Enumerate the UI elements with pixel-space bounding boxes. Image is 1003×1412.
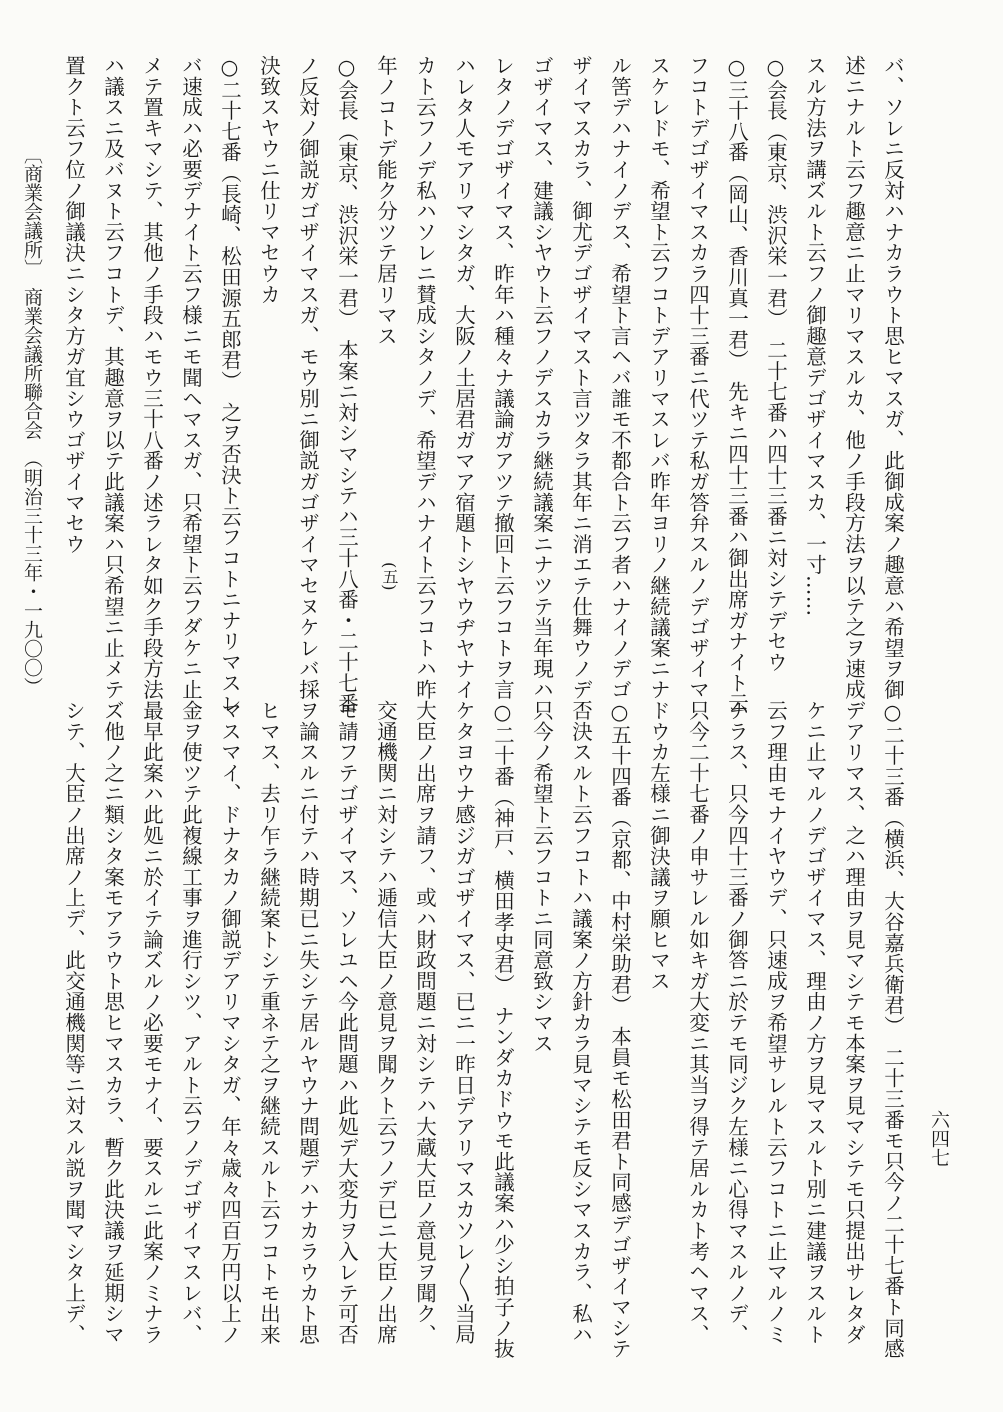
text-column: ズ他ノ之ニ類シタ案モアラウト思ヒマスカラ、暫ク此決議ヲ延期シマ <box>100 700 125 1345</box>
text-column: ○三十八番（岡山、香川真一君） 先キニ四十三番ハ御出席ガナイト云 <box>724 55 749 714</box>
text-column: バ速成ハ必要デナイト云フ様ニモ聞ヘマスガ、只希望ト云フダケニ止 <box>178 55 203 700</box>
running-footer: 〔商業会議所〕 商業会議所聯合会 （明治三十三年・一九〇〇） <box>21 145 43 696</box>
text-column: 交通機関ニ対シテハ逓信大臣ノ意見ヲ聞クト云フノデ已ニ大臣ノ出席 <box>373 700 398 1345</box>
text-column: ハ議スニ及バヌト云フコトデ、其趣意ヲ以テ此議案ハ只希望ニ止メテ <box>100 55 125 700</box>
text-column: シテ、大臣ノ出席ノ上デ、此交通機関等ニ対スル説ヲ聞マシタ上デ、 <box>61 700 86 1345</box>
text-column: 述ニナルト云フ趣意ニ止マリマスルカ、他ノ手段方法ヲ以テ之ヲ速成 <box>841 55 866 700</box>
text-column: レタノデゴザイマス、昨年ハ種々ナ議論ガアツテ撤回ト云フコトヲ言 <box>490 55 515 700</box>
text-column: ○二十三番（横浜、大谷嘉兵衛君） 二十三番モ只今ノ二十七番ト同感 <box>880 700 905 1359</box>
text-column: スル方法ヲ講ズルト云フノ御趣意デゴザイマスカ、一寸…… <box>802 55 827 617</box>
text-column: 年ノコトデ能ク分ツテ居リマス <box>373 55 398 347</box>
text-column: スケレドモ、希望ト云フコトデアリマスレバ昨年ヨリノ継続議案ニナ <box>646 55 671 700</box>
text-column: ノ反対ノ御説ガゴザイマスガ、モウ別ニ御説ガゴザイマセヌケレバ採 <box>295 55 320 700</box>
text-column: ○二十番（神戸、横田孝史君） ナンダカドウモ此議案ハ少シ拍子ノ抜 <box>490 700 515 1359</box>
text-column: ○二十七番（長崎、松田源五郎君） 之ヲ否決ト云フコトニナリマスレ <box>217 55 242 714</box>
text-column: ザイマスカラ、御尤デゴザイマスト言ツタラ其年ニ消エテ仕舞ウノデ <box>568 55 593 700</box>
text-column: ナラス、只今四十三番ノ御答ニ於テモ同ジク左様ニ心得マスルノデ、 <box>724 700 749 1345</box>
text-column: カト云フノデ私ハソレニ賛成シタノデ、希望デハナイト云フコトハ昨 <box>412 55 437 700</box>
text-column: 只今二十七番ノ申サレル如キガ大変ニ其当ヲ得テ居ルカト考ヘマス、 <box>685 700 710 1345</box>
text-column: 金ヲ使ツテ此複線工事ヲ進行シツ、アルト云フノデゴザイマスレバ、 <box>178 700 203 1345</box>
text-column: デアリマス、之ハ理由ヲ見マシテモ本案ヲ見マシテモ只提出サレタダ <box>841 700 866 1345</box>
text-column: 只今ノ希望ト云フコトニ同意致シマス <box>529 700 554 1054</box>
text-column: ル筈デハナイノデス、希望ト言ヘバ誰モ不都合ト云フ者ハナイノデゴ <box>607 55 632 700</box>
text-column: メテ置キマシテ、其他ノ手段ハモウ三十八番ノ述ラレタ如ク手段方法 <box>139 55 164 700</box>
text-column: 大臣ノ出席ヲ請フ、或ハ財政問題ニ対シテハ大蔵大臣ノ意見ヲ聞ク、 <box>412 700 437 1345</box>
text-column: モ請フテゴザイマス、ソレユヘ今此問題ハ此処デ大変力ヲ入レテ可否 <box>334 700 359 1345</box>
text-column: 否決スルト云フコトハ議案ノ方針カラ見マシテモ反シマスカラ、私ハ <box>568 700 593 1345</box>
section-marker: (五) <box>380 562 399 591</box>
text-column: ○会長（東京、渋沢栄一君） 二十七番ハ四十三番ニ対シテデセウ <box>763 55 788 673</box>
text-column: ヲ論スルニ付テハ時期已ニ失シテ居ルヤウナ問題デハナカラウカト思 <box>295 700 320 1345</box>
text-column: ○会長（東京、渋沢栄一君） 本案ニ対シマシテハ三十八番・二十七番 <box>334 55 359 714</box>
text-column: 最早此案ハ此処ニ於イテ論ズルノ必要モナイ、要スルニ此案ノミナラ <box>139 700 164 1345</box>
text-column: 云フ理由モナイヤウデ、只速成ヲ希望サレルト云フコトニ止マルノミ <box>763 700 788 1345</box>
text-column: ハレタ人モアリマシタガ、大阪ノ土居君ガマア宿題トシヤウヂヤナイ <box>451 55 476 700</box>
text-column: ゴザイマス、建議シヤウト云フノデスカラ継続議案ニナツテ当年現ハ <box>529 55 554 700</box>
text-column: ケニ止マルノデゴザイマス、理由ノ方ヲ見マスルト別ニ建議ヲスルト <box>802 700 827 1345</box>
text-column: ヒマス、去リ乍ラ継続案トシテ重ネテ之ヲ継続スルト云フコトモ出来 <box>256 700 281 1345</box>
text-column: マスマイ、ドナタカノ御説デアリマシタガ、年々歳々四百万円以上ノ <box>217 700 242 1345</box>
text-column: 決致スヤウニ仕リマセウカ <box>256 55 281 305</box>
text-column: フコトデゴザイマスカラ四十三番ニ代ツテ私ガ答弁スルノデゴザイマ <box>685 55 710 700</box>
text-column: ○五十四番（京都、中村栄助君） 本員モ松田君ト同感デゴザイマシテ <box>607 700 632 1359</box>
text-column: ケタヨウナ感ジガゴザイマス、已ニ一昨日デアリマスカソレ〳〵当局 <box>451 700 476 1345</box>
text-column: 置クト云フ位ノ御議決ニシタ方ガ宜シウゴザイマセウ <box>61 55 86 555</box>
text-column: バ、ソレニ反対ハナカラウト思ヒマスガ、此御成案ノ趣意ハ希望ヲ御 <box>880 55 905 700</box>
page-number: 六四七 <box>928 1110 950 1167</box>
text-column: ドウカ左様ニ御決議ヲ願ヒマス <box>646 700 671 992</box>
